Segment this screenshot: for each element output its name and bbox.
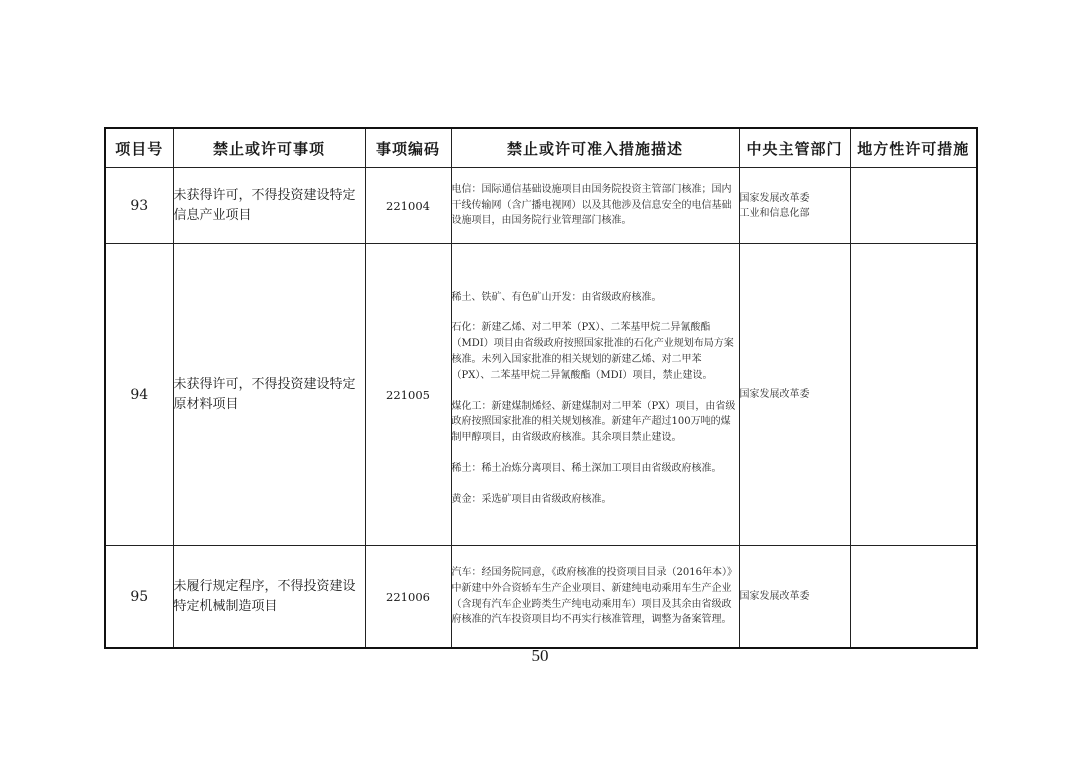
header-measure-description: 禁止或许可准入措施描述 [451, 128, 739, 168]
measure-description [451, 244, 739, 546]
description-paragraph: 煤化工：新建煤制烯烃、新建煤制对二甲苯（PX）项目，由省级政府按照国家批准的相关规划核准。新建年产超过100万吨的煤制甲醇项目，由省级政府核准。其余项目禁止建设。 [451, 400, 736, 444]
page-number: 50 [531, 646, 549, 665]
description-paragraph: 电信：国际通信基础设施项目由国务院投资主管部门核准；国内干线传输网（含广播电视网）以及其他涉及信息安全的电信基础设施项目，由国务院行业管理部门核准。 [451, 183, 732, 227]
item-number: 94 [105, 244, 173, 546]
header-central-department: 中央主管部门 [739, 128, 850, 168]
description-paragraph: 稀土、铁矿、有色矿山开发：由省级政府核准。 [451, 291, 662, 303]
header-item-code: 事项编码 [365, 128, 451, 168]
local-measures [850, 546, 977, 649]
description-paragraph: 汽车：经国务院同意，《政府核准的投资项目目录（2016年本）》中新建中外合资轿车生产企业项目、新建纯电动乘用车生产企业（含现有汽车企业跨类生产纯电动乘用车）项目及其余由省级政府核准的汽车投资项目均不再实行核准管理，调整为备案管理。 [451, 566, 737, 626]
central-department: 国家发展改革委 [739, 546, 850, 649]
central-department [739, 168, 850, 244]
central-department: 国家发展改革委 [739, 244, 850, 546]
item-code: 221006 [365, 546, 451, 649]
item-name: 未获得许可，不得投资建设特定信息产业项目 [173, 168, 365, 244]
table-row [105, 244, 977, 546]
table-row [105, 168, 977, 244]
item-name: 未获得许可，不得投资建设特定原材料项目 [173, 244, 365, 546]
description-paragraph: 稀土：稀土冶炼分离项目、稀土深加工项目由省级政府核准。 [451, 462, 722, 474]
local-measures [850, 168, 977, 244]
item-number: 93 [105, 168, 173, 244]
header-item-number: 项目号 [105, 128, 173, 168]
item-code: 221004 [365, 168, 451, 244]
header-row [105, 128, 977, 168]
item-number: 95 [105, 546, 173, 649]
measure-description [451, 168, 739, 244]
table-row [105, 546, 977, 649]
item-name: 未履行规定程序，不得投资建设特定机械制造项目 [173, 546, 365, 649]
description-paragraph: 石化：新建乙烯、对二甲苯（PX）、二苯基甲烷二异氰酸酯（MDI）项目由省级政府按照国家批准的石化产业规划布局方案核准。未列入国家批准的相关规划的新建乙烯、对二甲苯（PX）、二苯基甲烷二异氰酸酯（MDI）项目，禁止建设。 [451, 322, 734, 381]
item-code: 221005 [365, 244, 451, 546]
department-text: 国家发展改革委 工业和信息化部 [739, 192, 810, 219]
header-local-measures: 地方性许可措施 [850, 128, 977, 168]
local-measures [850, 244, 977, 546]
description-paragraph: 黄金：采选矿项目由省级政府核准。 [451, 493, 612, 505]
measure-description [451, 546, 739, 649]
header-item-name: 禁止或许可事项 [173, 128, 365, 168]
regulation-table [104, 127, 978, 649]
